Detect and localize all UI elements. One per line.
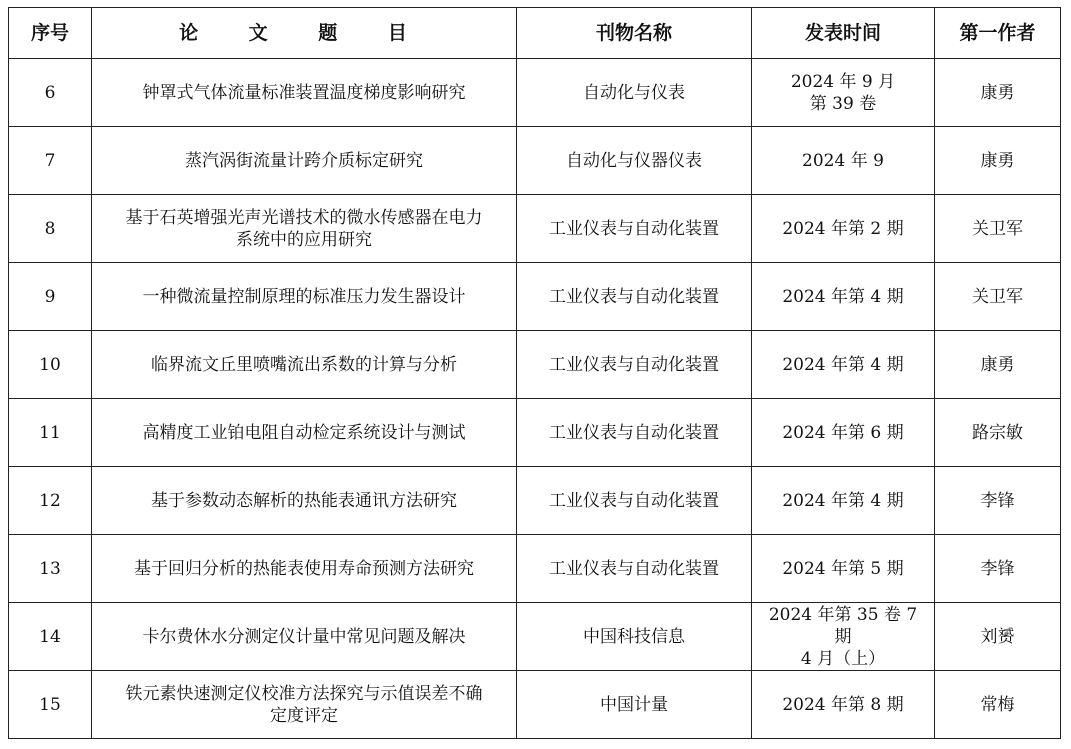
header-date: 发表时间 [752, 8, 935, 59]
cell-date-line: 4 月（上） [800, 648, 886, 669]
cell-date-line: 2024 年第 4 期 [782, 286, 904, 307]
cell-journal: 工业仪表与自动化装置 [517, 331, 752, 399]
cell-date-line: 2024 年第 4 期 [782, 354, 904, 375]
cell-date [752, 59, 935, 127]
cell-journal: 自动化与仪器仪表 [517, 127, 752, 195]
cell-date [752, 399, 935, 467]
table-row [9, 467, 1061, 535]
cell-date-line: 2024 年 9 月 [790, 71, 896, 92]
cell-index: 8 [9, 195, 92, 263]
cell-index: 6 [9, 59, 92, 127]
table-row [9, 195, 1061, 263]
cell-index: 14 [9, 603, 92, 671]
table-row [9, 399, 1061, 467]
cell-date-line: 2024 年第 2 期 [782, 218, 904, 239]
cell-journal: 工业仪表与自动化装置 [517, 535, 752, 603]
cell-date [752, 603, 935, 671]
cell-date-line: 2024 年第 5 期 [782, 558, 904, 579]
cell-title [92, 603, 517, 671]
cell-title-line: 基于回归分析的热能表使用寿命预测方法研究 [134, 558, 474, 579]
cell-journal: 自动化与仪表 [517, 59, 752, 127]
table-row [9, 263, 1061, 331]
header-title: 论 文 题 目 [92, 8, 517, 59]
cell-date [752, 195, 935, 263]
table-row [9, 59, 1061, 127]
table-row [9, 127, 1061, 195]
cell-date-line: 2024 年第 35 卷 7 期 [768, 604, 918, 647]
cell-journal: 工业仪表与自动化装置 [517, 399, 752, 467]
cell-author: 李锋 [935, 535, 1061, 603]
papers-table [8, 7, 1061, 739]
cell-index: 13 [9, 535, 92, 603]
header-author: 第一作者 [935, 8, 1061, 59]
cell-index: 15 [9, 671, 92, 739]
cell-title [92, 127, 517, 195]
cell-title-line: 钟罩式气体流量标准装置温度梯度影响研究 [142, 82, 466, 103]
cell-journal: 工业仪表与自动化装置 [517, 467, 752, 535]
cell-author: 常梅 [935, 671, 1061, 739]
cell-title [92, 467, 517, 535]
cell-title-line: 高精度工业铂电阻自动检定系统设计与测试 [142, 422, 466, 443]
header-journal: 刊物名称 [517, 8, 752, 59]
cell-date-line: 2024 年 9 [802, 150, 884, 171]
cell-index: 9 [9, 263, 92, 331]
cell-date-line: 2024 年第 4 期 [782, 490, 904, 511]
cell-date [752, 535, 935, 603]
cell-date-line: 2024 年第 6 期 [782, 422, 904, 443]
cell-title-line: 临界流文丘里喷嘴流出系数的计算与分析 [151, 354, 457, 375]
cell-title-line: 铁元素快速测定仪校准方法探究与示值误差不确 [125, 683, 483, 704]
cell-title [92, 399, 517, 467]
cell-title [92, 535, 517, 603]
cell-title-line: 定度评定 [270, 705, 338, 726]
cell-author: 关卫军 [935, 263, 1061, 331]
cell-title-line: 基于石英增强光声光谱技术的微水传感器在电力 [125, 207, 483, 228]
header-index: 序号 [9, 8, 92, 59]
cell-journal: 工业仪表与自动化装置 [517, 195, 752, 263]
cell-title [92, 195, 517, 263]
cell-author: 康勇 [935, 127, 1061, 195]
cell-author: 刘赟 [935, 603, 1061, 671]
cell-date-line: 第 39 卷 [809, 93, 877, 114]
header-row [9, 8, 1061, 59]
cell-date [752, 671, 935, 739]
cell-author: 康勇 [935, 331, 1061, 399]
cell-date [752, 263, 935, 331]
cell-journal: 工业仪表与自动化装置 [517, 263, 752, 331]
cell-date [752, 127, 935, 195]
cell-journal: 中国计量 [517, 671, 752, 739]
cell-title [92, 331, 517, 399]
cell-title [92, 671, 517, 739]
cell-journal: 中国科技信息 [517, 603, 752, 671]
cell-date [752, 467, 935, 535]
cell-index: 10 [9, 331, 92, 399]
cell-title-line: 卡尔费休水分测定仪计量中常见问题及解决 [142, 626, 466, 647]
cell-date [752, 331, 935, 399]
cell-title-line: 基于参数动态解析的热能表通讯方法研究 [151, 490, 457, 511]
cell-date-line: 2024 年第 8 期 [782, 694, 904, 715]
cell-title [92, 263, 517, 331]
cell-index: 12 [9, 467, 92, 535]
cell-index: 11 [9, 399, 92, 467]
cell-author: 关卫军 [935, 195, 1061, 263]
cell-title-line: 蒸汽涡街流量计跨介质标定研究 [185, 150, 423, 171]
cell-author: 康勇 [935, 59, 1061, 127]
table-row [9, 603, 1061, 671]
cell-title [92, 59, 517, 127]
table-row [9, 535, 1061, 603]
cell-title-line: 一种微流量控制原理的标准压力发生器设计 [142, 286, 466, 307]
cell-title-line: 系统中的应用研究 [236, 229, 372, 250]
cell-index: 7 [9, 127, 92, 195]
table-body [9, 59, 1061, 739]
table-row [9, 671, 1061, 739]
cell-author: 路宗敏 [935, 399, 1061, 467]
cell-author: 李锋 [935, 467, 1061, 535]
table-row [9, 331, 1061, 399]
